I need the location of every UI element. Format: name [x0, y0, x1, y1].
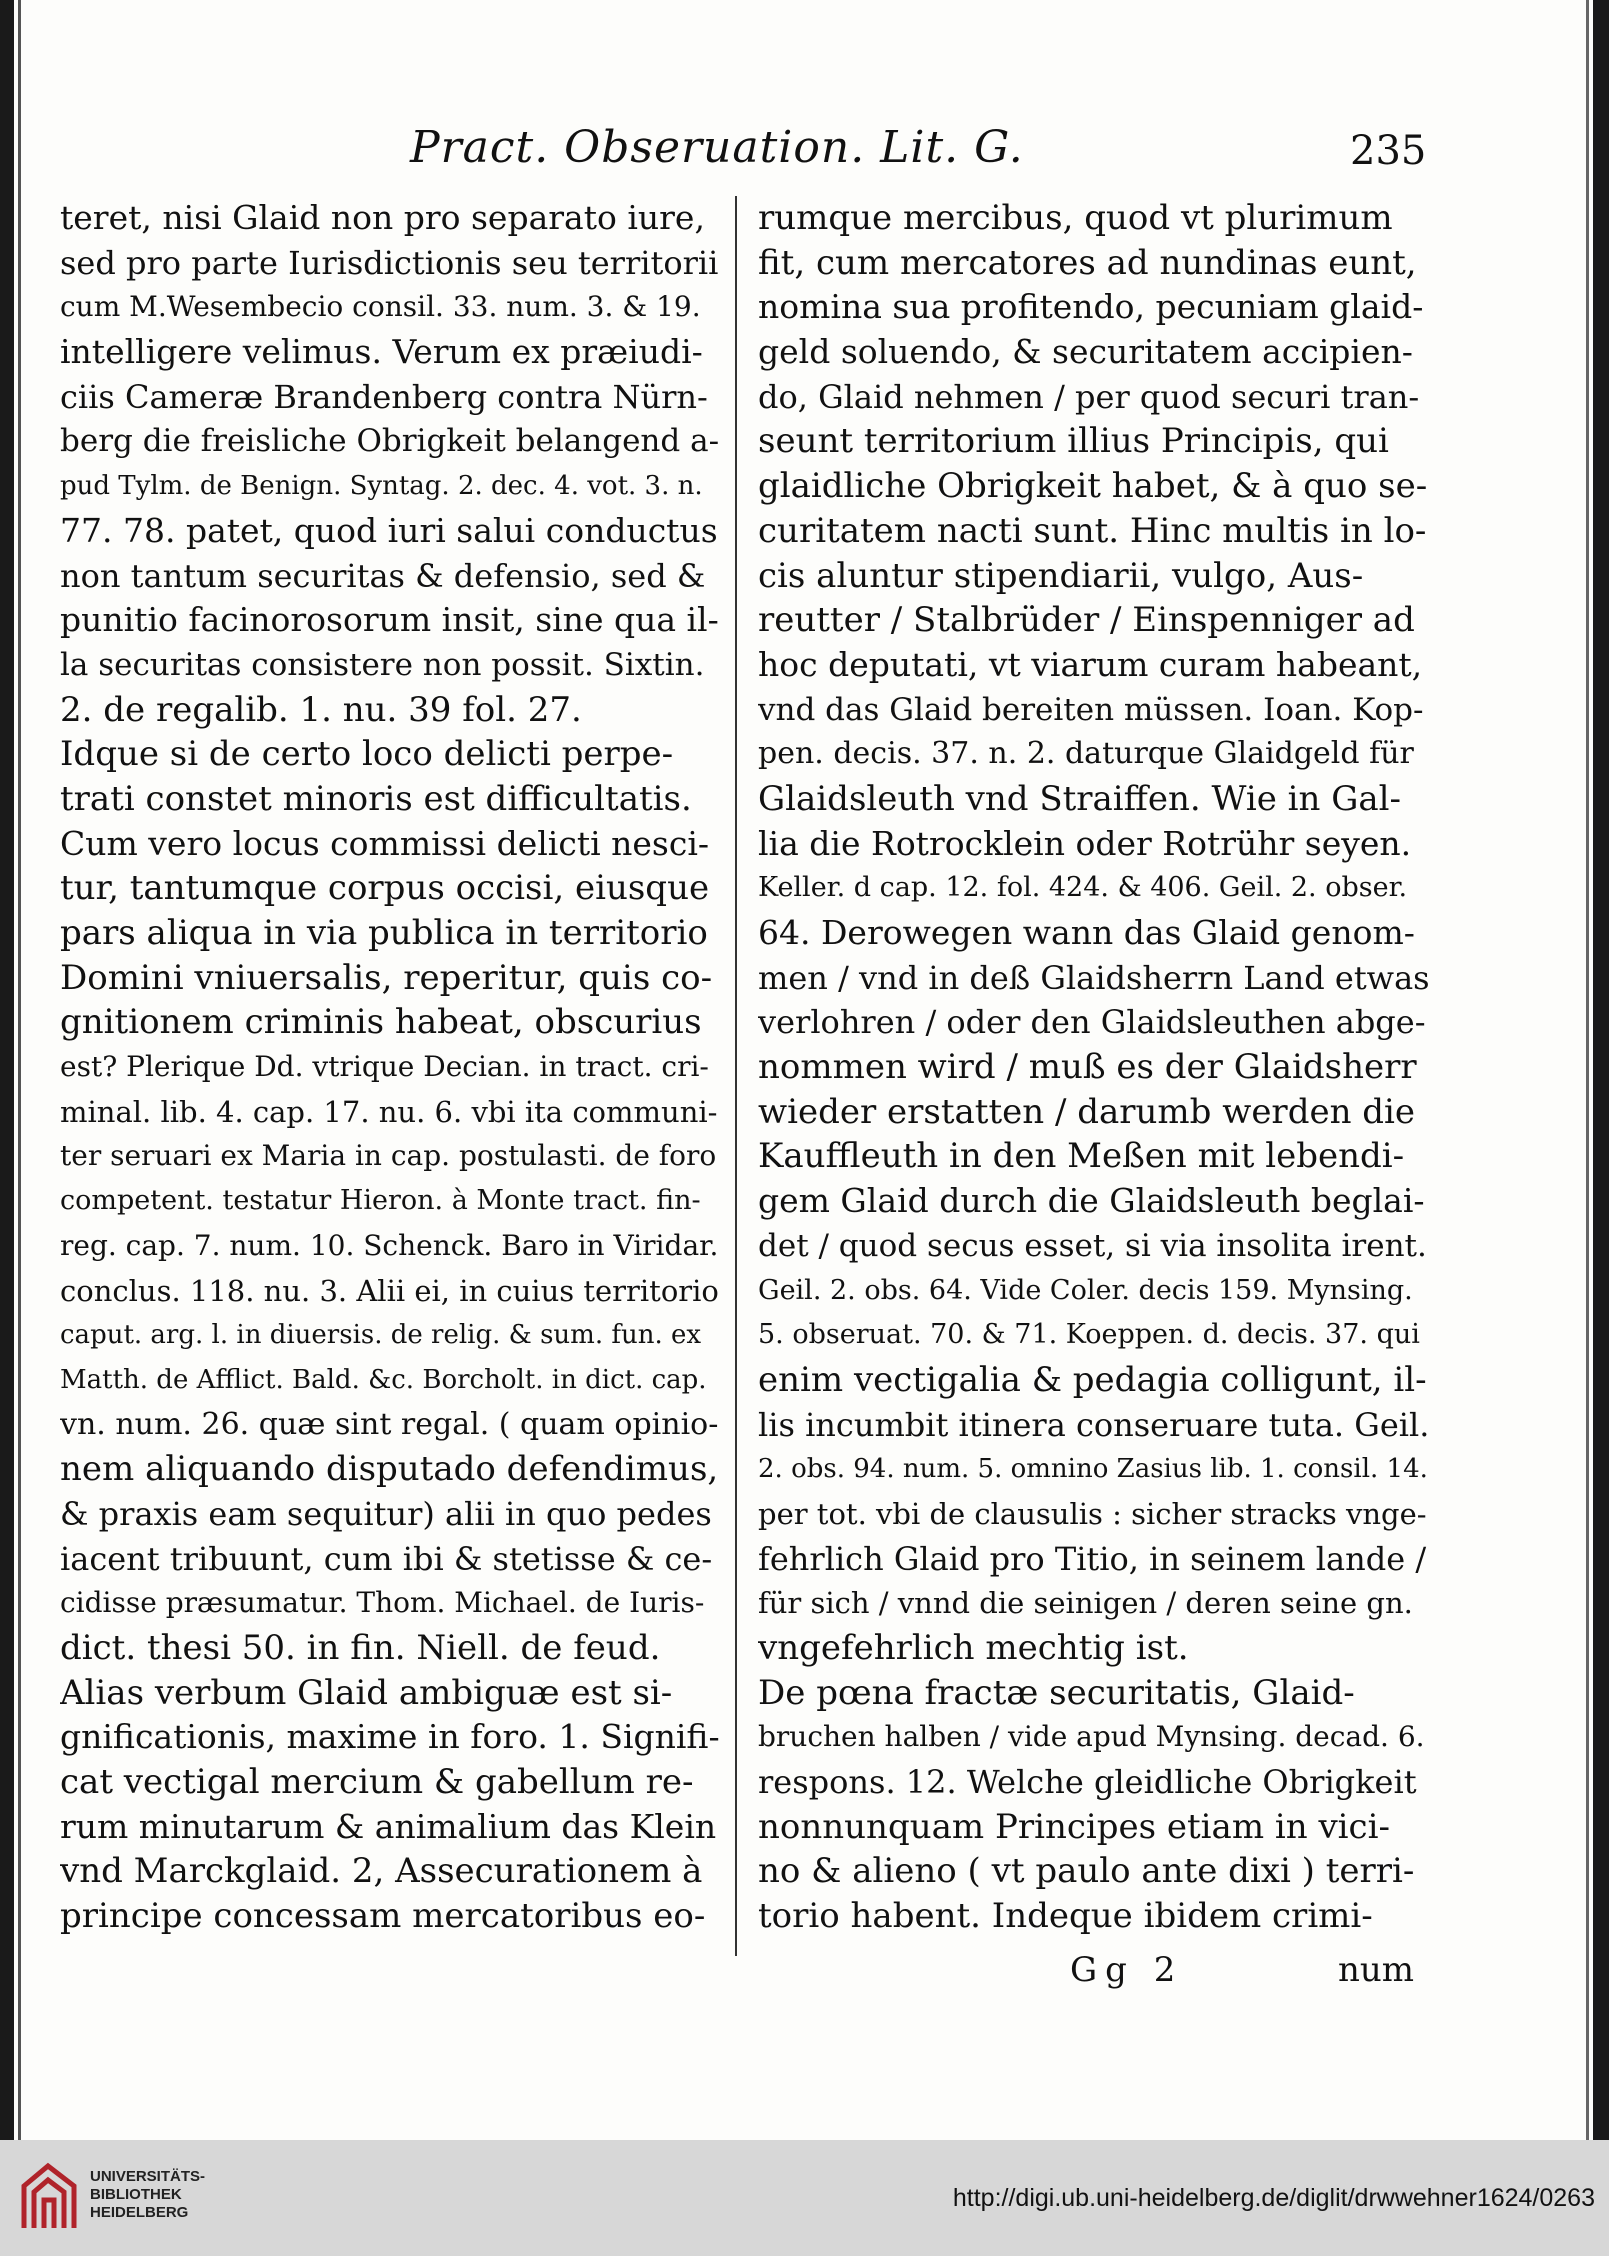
running-title: Pract. Obseruation. Lit. G. [410, 122, 1024, 173]
text-line: det / quod secus esset, si via insolita irent. [758, 1227, 1427, 1264]
text-line: est? Plerique Dd. vtrique Decian. in tract. cri- [60, 1050, 709, 1084]
logo-line: BIBLIOTHEK [90, 2186, 182, 2203]
text-line: fehrlich Glaid pro Titio, in seinem lande / [758, 1539, 1427, 1578]
library-footer-bar [0, 2140, 1609, 2256]
text-line: ciis Cameræ Brandenberg contra Nürn- [60, 377, 708, 416]
page-edge-right [1593, 0, 1609, 2140]
text-line: conclus. 118. nu. 3. Alii ei, in cuius territorio [60, 1273, 719, 1308]
text-line: teret, nisi Glaid non pro separato iure, [60, 198, 705, 237]
text-line: vngefehrlich mechtig ist. [758, 1628, 1189, 1668]
text-line: Domini vniuersalis, reperitur, quis co- [60, 957, 713, 998]
text-line: iacent tribuunt, cum ibi & stetisse & ce- [60, 1539, 713, 1578]
text-line: pud Tylm. de Benign. Syntag. 2. dec. 4. vot. 3. n. [60, 471, 703, 502]
text-line: gem Glaid durch die Glaidsleuth beglai- [758, 1181, 1425, 1221]
text-line: caput. arg. l. in diuersis. de relig. & sum. fun. ex [60, 1320, 702, 1351]
text-line: 2. de regalib. 1. nu. 39 fol. 27. [60, 689, 582, 730]
text-line: rum minutarum & animalium das Klein [60, 1806, 717, 1846]
left-text-column [60, 196, 720, 1939]
text-line: Geil. 2. obs. 64. Vide Coler. decis 159. Mynsing. [758, 1274, 1413, 1306]
text-line: minal. lib. 4. cap. 17. nu. 6. vbi ita communi- [60, 1094, 718, 1129]
text-line: do, Glaid nehmen / per quod securi tran- [758, 377, 1420, 416]
permalink-url[interactable]: http://digi.ub.uni-heidelberg.de/diglit/drwwehner1624/0263 [952, 2184, 1595, 2212]
signature-mark: Gg 2 [1070, 1950, 1184, 1990]
text-line: cum M.Wesembecio consil. 33. num. 3. & 19. [60, 290, 701, 324]
text-line: tur, tantumque corpus occisi, eiusque [60, 868, 710, 909]
library-logo-text [90, 2168, 205, 2222]
text-line: ter seruari ex Maria in cap. postulasti. de foro [60, 1139, 717, 1173]
text-line: 64. Derowegen wann das Glaid genom- [758, 913, 1415, 952]
text-line: cidisse præsumatur. Thom. Michael. de Iuris- [60, 1586, 705, 1620]
text-line: lia die Rotrocklein oder Rotrühr seyen. [758, 823, 1412, 863]
text-line: vn. num. 26. quæ sint regal. ( quam opinio- [60, 1406, 719, 1442]
text-line: seunt territorium illius Principis, qui [758, 421, 1389, 462]
text-line: 2. obs. 94. num. 5. omnino Zasius lib. 1. consil. 14. [758, 1454, 1428, 1485]
text-line: geld soluendo, & securitatem accipien- [758, 332, 1413, 372]
text-line: glaidliche Obrigkeit habet, & à quo se- [758, 466, 1428, 507]
text-line: De pœna fractæ securitatis, Glaid- [758, 1672, 1355, 1713]
right-text-column [758, 196, 1430, 1939]
text-line: torio habent. Indeque ibidem crimi- [758, 1896, 1373, 1937]
text-line: punitio facinorosorum insit, sine qua il- [60, 600, 719, 640]
page-header [0, 122, 1609, 182]
text-line: rumque mercibus, quod vt plurimum [758, 198, 1393, 238]
text-line: Idque si de certo loco delicti perpe- [60, 734, 674, 775]
text-line: für sich / vnnd die seinigen / deren seine gn. [758, 1586, 1413, 1621]
text-line: Cum vero locus commissi delicti nesci- [60, 823, 710, 863]
text-line: pars aliqua in via publica in territorio [60, 913, 708, 953]
text-line: nommen wird / muß es der Glaidsherr [758, 1047, 1417, 1088]
text-line: per tot. vbi de clausulis : sicher stracks vnge- [758, 1496, 1427, 1531]
text-line: wieder erstatten / darumb werden die [758, 1091, 1416, 1132]
text-line: principe concessam mercatoribus eo- [60, 1896, 706, 1937]
column-divider [735, 196, 737, 1956]
text-line: verlohren / oder den Glaidsleuthen abge- [758, 1003, 1426, 1042]
page-number: 235 [1350, 128, 1427, 174]
text-line: reutter / Stalbrüder / Einspenniger ad [758, 600, 1415, 641]
logo-line: HEIDELBERG [90, 2204, 189, 2221]
text-line: gnitionem criminis habeat, obscurius [60, 1002, 702, 1043]
page-edge-left [0, 0, 14, 2140]
text-line: Matth. de Afflict. Bald. &c. Borcholt. in dict. cap. [60, 1364, 707, 1395]
catchword: num [1338, 1950, 1415, 1990]
text-line: reg. cap. 7. num. 10. Schenck. Baro in Viridar. [60, 1228, 719, 1262]
text-line: hoc deputati, vt viarum curam habeant, [758, 644, 1423, 684]
text-line: Kauffleuth in den Meßen mit lebendi- [758, 1136, 1405, 1177]
text-line: men / vnd in deß Glaidsherrn Land etwas [758, 958, 1430, 997]
text-line: Glaidsleuth vnd Straiffen. Wie in Gal- [758, 778, 1401, 819]
text-line: trati constet minoris est difficultatis. [60, 778, 692, 819]
page-edge-left-line [18, 0, 21, 2140]
text-line: curitatem nacti sunt. Hinc multis in lo- [758, 510, 1427, 551]
text-line: & praxis eam sequitur) alii in quo pedes [60, 1494, 712, 1533]
text-line: cat vectigal mercium & gabellum re- [60, 1762, 694, 1803]
text-line: competent. testatur Hieron. à Monte tract. fin- [60, 1185, 701, 1217]
text-line: intelligere velimus. Verum ex præiudi- [60, 332, 703, 372]
text-line: cis aluntur stipendiarii, vulgo, Aus- [758, 555, 1364, 596]
text-line: fit, cum mercatores ad nundinas eunt, [758, 242, 1417, 283]
text-line: vnd das Glaid bereiten müssen. Ioan. Kop- [758, 691, 1424, 728]
text-line: non tantum securitas & defensio, sed & [60, 556, 706, 595]
text-line: sed pro parte Iurisdictionis seu territorii [60, 243, 719, 282]
text-line: gnificationis, maxime in foro. 1. Signifi- [60, 1717, 720, 1757]
text-line: Alias verbum Glaid ambiguæ est si- [60, 1672, 673, 1713]
library-logo-icon [18, 2158, 80, 2238]
text-line: berg die freisliche Obrigkeit belangend a- [60, 423, 720, 460]
text-line: nomina sua profitendo, pecuniam glaid- [758, 287, 1424, 327]
text-line: vnd Marckglaid. 2, Assecurationem à [60, 1851, 703, 1892]
text-line: dict. thesi 50. in fin. Niell. de feud. [60, 1628, 661, 1668]
text-line: nem aliquando disputado defendimus, [60, 1449, 719, 1490]
text-line: la securitas consistere non possit. Sixtin. [60, 646, 705, 683]
logo-line: UNIVERSITÄTS- [90, 2168, 206, 2185]
text-line: no & alieno ( vt paulo ante dixi ) terri- [758, 1851, 1415, 1892]
text-line: 5. obseruat. 70. & 71. Koeppen. d. decis. 37. qui [758, 1319, 1420, 1351]
text-line: Keller. d cap. 12. fol. 424. & 406. Geil. 2. obser. [758, 872, 1408, 904]
text-line: enim vectigalia & pedagia colligunt, il- [758, 1359, 1427, 1400]
page-edge-right-line [1586, 0, 1589, 2140]
text-line: bruchen halben / vide apud Mynsing. decad. 6. [758, 1720, 1425, 1754]
text-line: pen. decis. 37. n. 2. daturque Glaidgeld für [758, 736, 1414, 772]
text-line: 77. 78. patet, quod iuri salui conductus [60, 510, 718, 550]
text-line: nonnunquam Principes etiam in vici- [758, 1806, 1390, 1847]
text-line: lis incumbit itinera conseruare tuta. Geil. [758, 1405, 1430, 1444]
text-line: respons. 12. Welche gleidliche Obrigkeit [758, 1763, 1417, 1802]
